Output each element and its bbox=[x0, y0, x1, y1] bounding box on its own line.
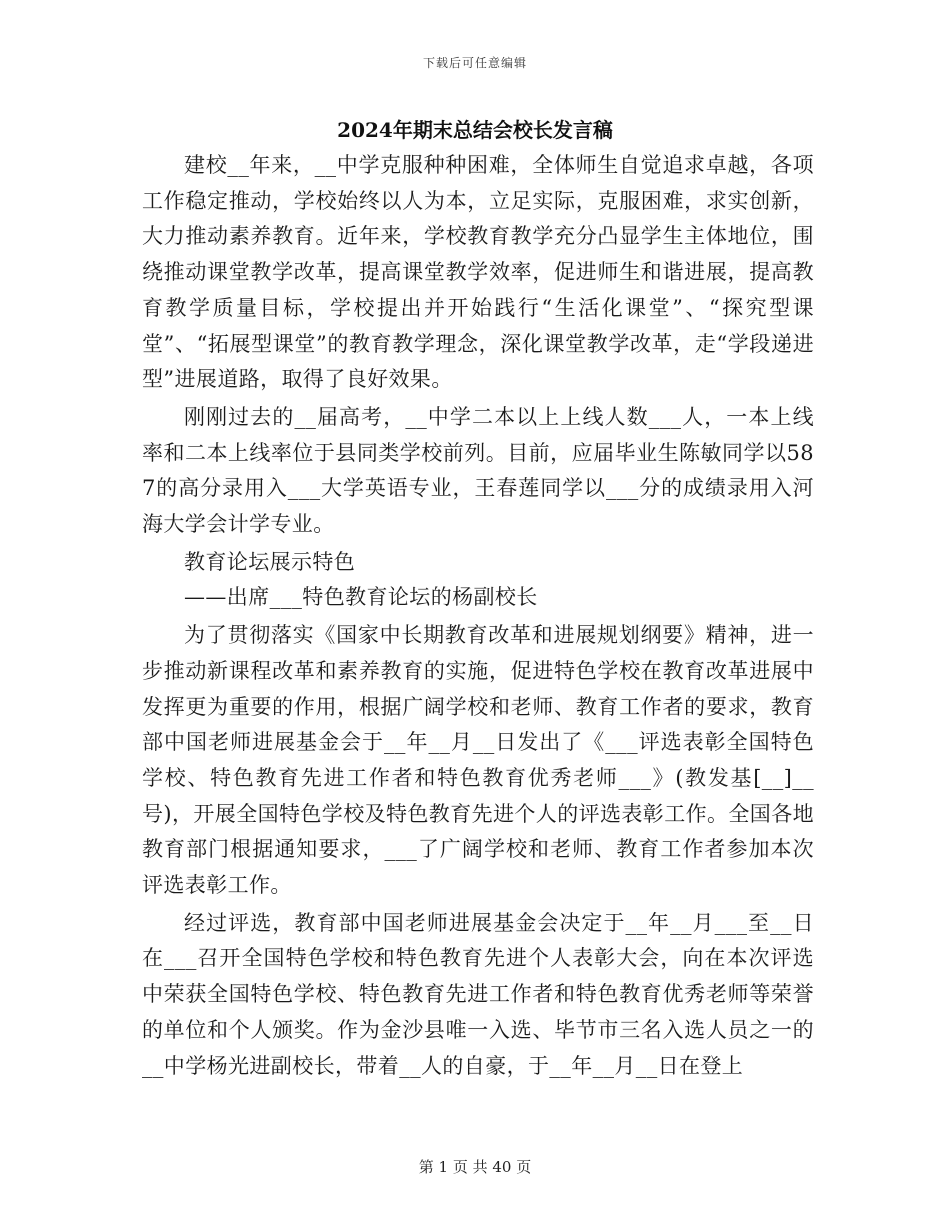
paragraph-school-history: 建校__年来，__中学克服种种困难，全体师生自觉追求卓越，各项工作稳定推动，学校始终以人为本，立足实际，克服困难，求实创新，大力推动素养教育。近年来，学校教育教学充分凸显学生主体地位，围绕推动课堂教学改革，提高课堂教学效率，促进师生和谐进展，提高教育教学质量目标，学校提出并开始践行“生活化课堂”、“探究型课堂”、“拓展型课堂”的教育教学理念，深化课堂教学改革，走“学段递进型”进展道路，取得了良好效果。 bbox=[142, 153, 814, 392]
section-heading: 教育论坛展示特色 bbox=[184, 549, 356, 574]
paragraph-exam-results: 刚刚过去的__届高考，__中学二本以上上线人数___人，一本上线率和二本上线率位于县同类学校前列。目前，应届毕业生陈敏同学以587的高分录用入___大学英语专业，王春莲同学以___分的成绩录用入河海大学会计学专业。 bbox=[142, 404, 814, 537]
paragraph-forum-background: 为了贯彻落实《国家中长期教育改革和进展规划纲要》精神，进一步推动新课程改革和素养教育的实施，促进特色学校在教育改革进展中发挥更为重要的作用，根据广阔学校和老师、教育工作者的要求，教育部中国老师进展基金会于__年__月__日发出了《___评选表彰全国特色学校、特色教育先进工作者和特色教育优秀老师___》(教发基[__]__号)，开展全国特色学校及特色教育先进个人的评选表彰工作。全国各地教育部门根据通知要求，___了广阔学校和老师、教育工作者参加本次评选表彰工作。 bbox=[142, 623, 814, 898]
page-header-note: 下载后可任意编辑 bbox=[422, 56, 527, 70]
document-body bbox=[142, 148, 814, 1084]
paragraph-selection-result: 经过评选，教育部中国老师进展基金会决定于__年__月___至__日在___召开全国特色学校和特色教育先进个人表彰大会，向在本次评选中荣获全国特色学校、特色教育先进工作者和特色教育优秀老师等荣誉的单位和个人颁奖。作为金沙县唯一入选、毕节市三名入选人员之一的__中学杨光进副校长，带着__人的自豪，于__年__月__日在登上 bbox=[142, 910, 814, 1078]
document-title: 2024年期末总结会校长发言稿 bbox=[337, 118, 613, 142]
page-footer-page-number: 第 1 页 共 40 页 bbox=[418, 1158, 532, 1176]
section-subheading: ——出席___特色教育论坛的杨副校长 bbox=[184, 585, 538, 610]
